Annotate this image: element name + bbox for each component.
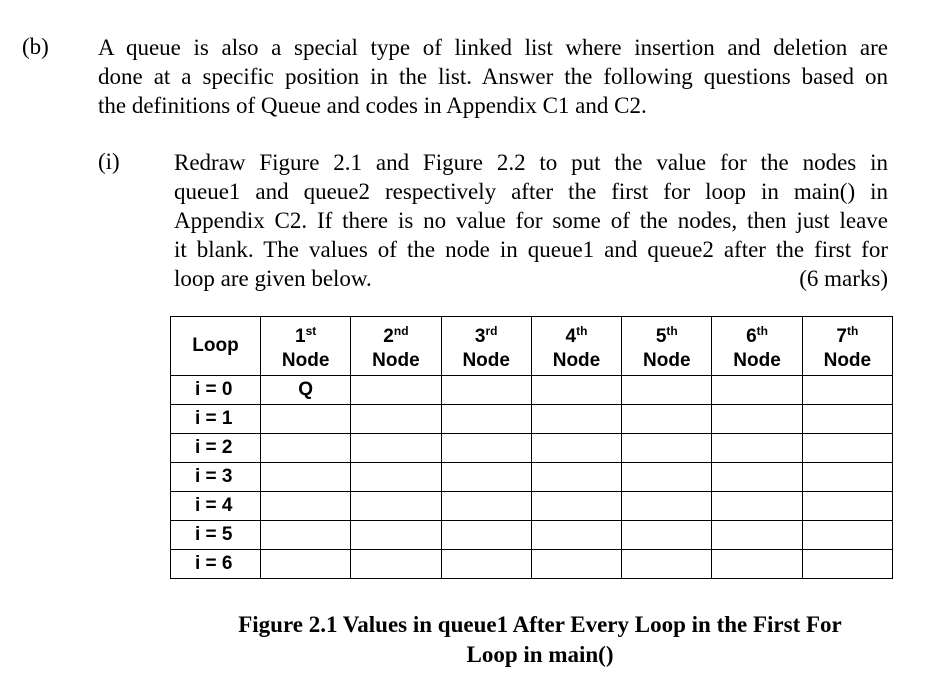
node-value-cell [802, 405, 892, 434]
queue-values-table [170, 316, 893, 579]
node-value-cell [531, 463, 621, 492]
node-value-cell [531, 376, 621, 405]
question-line: queue1 and queue2 respectively after the first for loop in main() in [174, 179, 888, 204]
node-label: Node [372, 350, 420, 371]
figure-caption-line: Loop in main() [466, 642, 614, 667]
question-last-line [174, 264, 888, 293]
node-value-cell [802, 521, 892, 550]
node-value-cell [441, 405, 531, 434]
loop-index-cell: i = 0 [171, 376, 261, 405]
node-value-cell [441, 463, 531, 492]
node-value-cell [441, 434, 531, 463]
node-value-cell [261, 405, 351, 434]
loop-index-cell: i = 4 [171, 492, 261, 521]
question-line: loop are given below. [174, 266, 372, 291]
table-header-row [171, 317, 893, 376]
node-value-cell [261, 492, 351, 521]
node-value-cell [622, 492, 712, 521]
node-value-cell [351, 492, 441, 521]
node-value-cell [351, 463, 441, 492]
node-column-header [351, 317, 441, 376]
node-value-cell [712, 376, 802, 405]
node-value-cell [441, 521, 531, 550]
loop-index-cell: i = 1 [171, 405, 261, 434]
question-paragraph [174, 148, 888, 293]
node-ordinal-suffix: th [576, 324, 588, 338]
sub-question-label: (i) [98, 149, 120, 174]
loop-index-cell: i = 3 [171, 463, 261, 492]
node-value-cell [622, 521, 712, 550]
node-value-cell [441, 550, 531, 579]
node-value-cell [531, 492, 621, 521]
table-row [171, 521, 893, 550]
loop-index-cell: i = 6 [171, 550, 261, 579]
node-value-cell [712, 550, 802, 579]
node-column-header [622, 317, 712, 376]
loop-column-header: Loop [171, 317, 261, 376]
node-value-cell [802, 550, 892, 579]
node-value-cell [622, 376, 712, 405]
node-value-cell [712, 405, 802, 434]
node-value-cell [351, 550, 441, 579]
node-ordinal-number: 6 [746, 326, 757, 347]
node-label: Node [643, 350, 691, 371]
node-value-cell [802, 463, 892, 492]
figure-caption [160, 610, 920, 670]
node-value-cell [802, 492, 892, 521]
node-value-cell [441, 492, 531, 521]
loop-index-cell: i = 2 [171, 434, 261, 463]
node-value-cell [531, 550, 621, 579]
node-value-cell [622, 405, 712, 434]
node-ordinal-suffix: th [846, 324, 859, 338]
node-value-cell [712, 434, 802, 463]
table-row [171, 405, 893, 434]
node-value-cell [351, 376, 441, 405]
node-value-cell [261, 521, 351, 550]
part-label: (b) [22, 34, 49, 59]
node-label: Node [733, 350, 781, 371]
node-ordinal-suffix: nd [393, 324, 409, 338]
node-ordinal-number: 4 [565, 326, 577, 347]
node-value-cell [261, 434, 351, 463]
node-value-cell [712, 492, 802, 521]
node-column-header [531, 317, 621, 376]
intro-line: the definitions of Queue and codes in Appendix C1 and C2. [98, 93, 647, 118]
loop-index-cell: i = 5 [171, 521, 261, 550]
question-line: Redraw Figure 2.1 and Figure 2.2 to put the value for the nodes in [174, 150, 888, 175]
node-value-cell [531, 405, 621, 434]
node-value-cell [622, 463, 712, 492]
node-value-cell [802, 376, 892, 405]
node-value-cell [712, 521, 802, 550]
table-row [171, 376, 893, 405]
question-line: it blank. The values of the node in queue1 and queue2 after the first for [174, 237, 888, 262]
intro-line: A queue is also a special type of linked list where insertion and deletion are [98, 35, 888, 60]
node-value-cell [351, 405, 441, 434]
table-body [171, 376, 893, 579]
node-label: Node [281, 350, 330, 371]
figure-caption-line: Figure 2.1 Values in queue1 After Every Loop in the First For [238, 612, 842, 637]
node-value-cell [712, 463, 802, 492]
node-ordinal-number: 5 [655, 326, 667, 347]
node-value-cell [261, 463, 351, 492]
node-label: Node [552, 350, 601, 371]
table-row [171, 550, 893, 579]
marks-label: (6 marks) [799, 266, 888, 291]
node-ordinal-number: 7 [836, 326, 847, 347]
node-value-cell [351, 434, 441, 463]
table-row [171, 492, 893, 521]
node-ordinal-suffix: th [756, 324, 768, 338]
node-value-cell [802, 434, 892, 463]
node-value-cell [622, 550, 712, 579]
node-value-cell [441, 376, 531, 405]
node-value-cell [261, 550, 351, 579]
node-value-cell: Q [261, 376, 351, 405]
node-label: Node [462, 350, 510, 371]
table-row [171, 463, 893, 492]
node-column-header [261, 317, 351, 376]
node-label: Node [823, 350, 872, 371]
node-value-cell [531, 521, 621, 550]
node-column-header [712, 317, 802, 376]
question-line: Appendix C2. If there is no value for some of the nodes, then just leave [174, 208, 888, 233]
node-column-header [802, 317, 892, 376]
node-column-header [441, 317, 531, 376]
table-row [171, 434, 893, 463]
node-ordinal-suffix: rd [485, 324, 498, 338]
node-ordinal-suffix: st [305, 324, 317, 338]
node-ordinal-number: 3 [474, 326, 486, 347]
intro-line: done at a specific position in the list. Answer the following questions based on [98, 64, 888, 89]
node-ordinal-number: 1 [295, 326, 306, 347]
node-value-cell [622, 434, 712, 463]
node-value-cell [351, 521, 441, 550]
node-ordinal-number: 2 [383, 326, 394, 347]
node-ordinal-suffix: th [666, 324, 678, 338]
intro-paragraph [98, 33, 888, 120]
node-value-cell [531, 434, 621, 463]
